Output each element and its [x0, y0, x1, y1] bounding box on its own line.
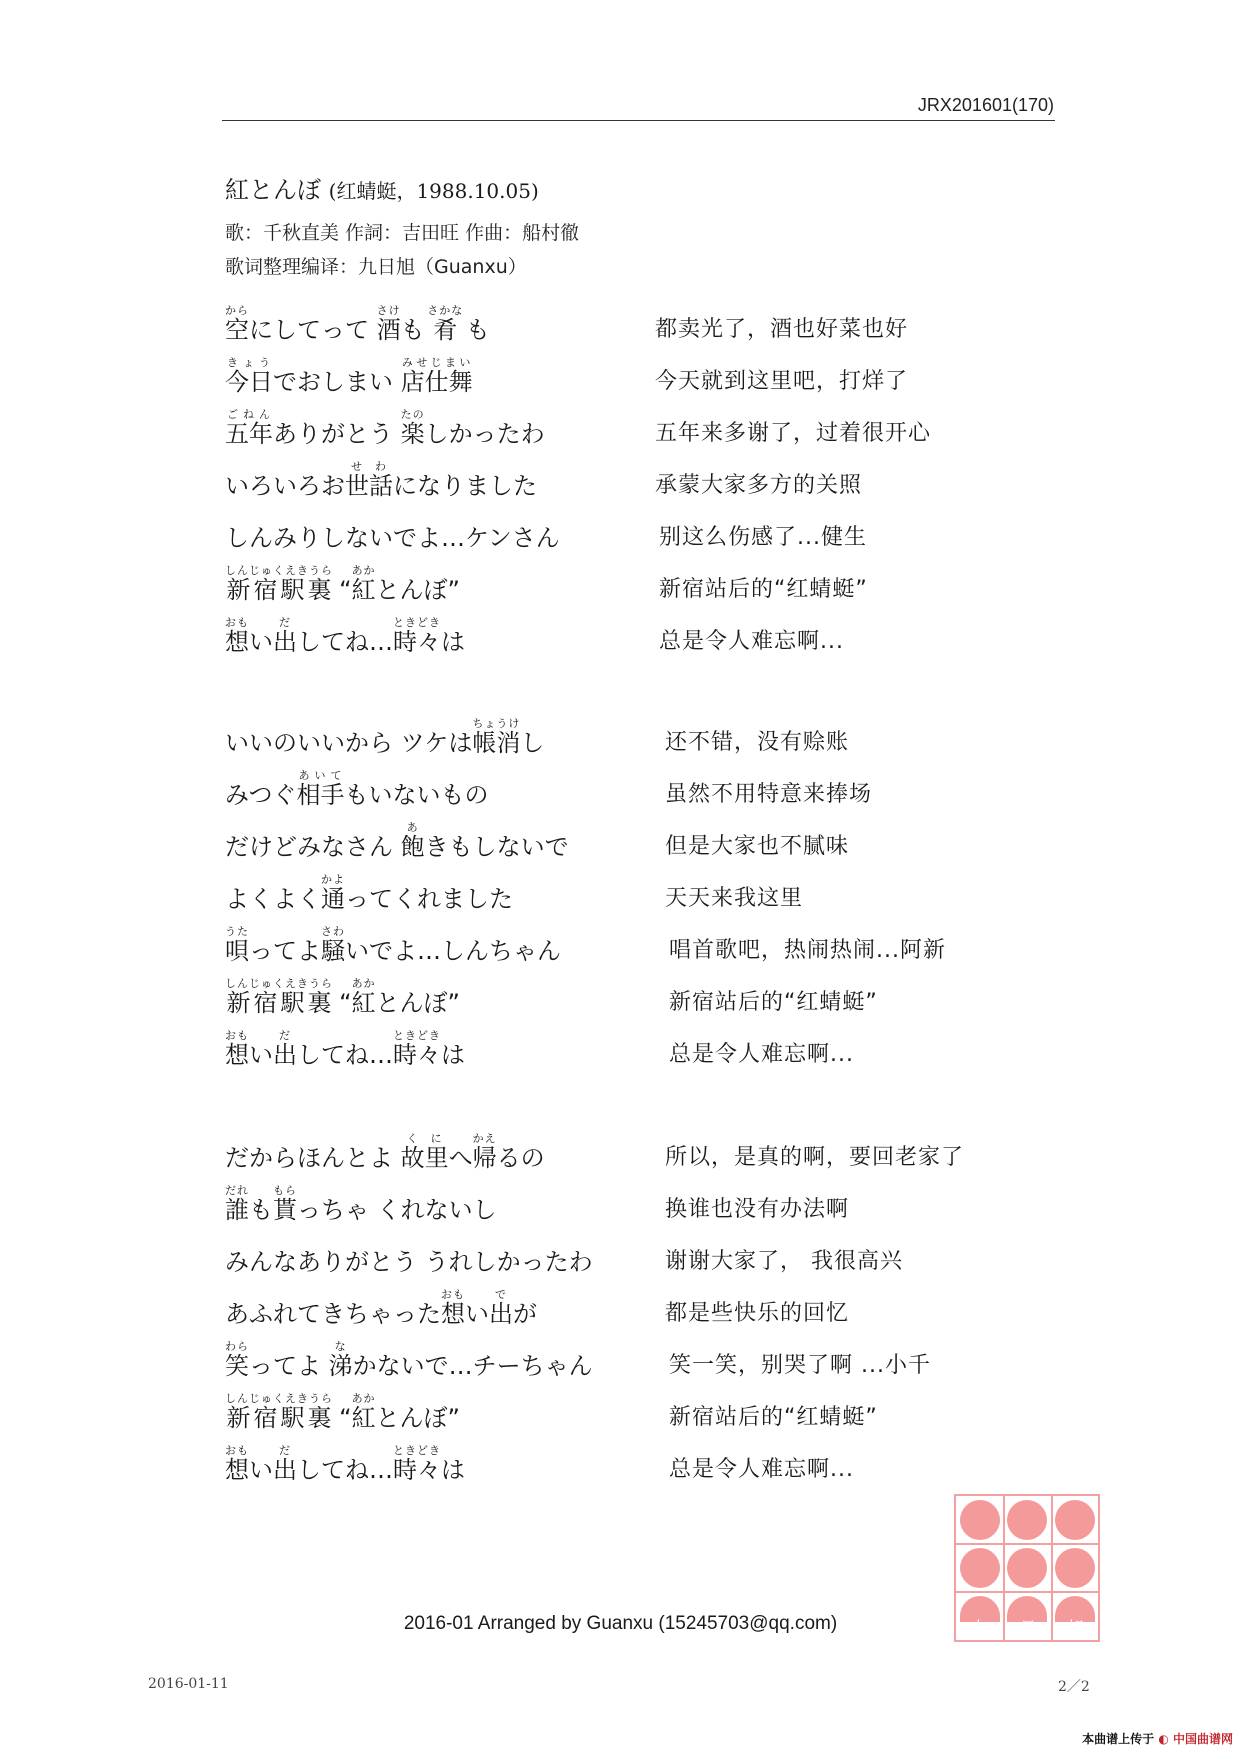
upload-credit	[1082, 1730, 1233, 1747]
lyric-chinese: 都是些快乐的回忆	[665, 1301, 850, 1326]
lyric-japanese: だからほんとよ 故里くにへ帰かえるの	[225, 1132, 545, 1172]
lyric-chinese: 承蒙大家多方的关照	[655, 473, 863, 498]
lyric-line	[225, 1432, 1025, 1484]
lyric-line	[225, 861, 1025, 913]
lyric-line	[225, 757, 1025, 809]
lyric-japanese: いいのいいから ツケは帳消ちょうけし	[225, 717, 545, 757]
lyric-line	[225, 344, 1025, 396]
lyric-chinese: 换谁也没有办法啊	[665, 1197, 850, 1222]
document-code: JRX201601(170)	[917, 95, 1054, 115]
lyric-japanese: あふれてきちゃった想おもい出でが	[225, 1288, 537, 1328]
seal-dot	[1007, 1548, 1047, 1588]
lyric-japanese: 新宿駅裏しんじゅくえきうら “紅あかとんぼ”	[225, 1392, 460, 1432]
upload-site[interactable]: 中国曲谱网	[1172, 1732, 1233, 1746]
credits-line-1: 歌：千秋直美 作詞：吉田旺 作曲：船村徹	[225, 222, 580, 244]
seal-dot	[960, 1500, 1000, 1540]
lyric-chinese: 总是令人难忘啊...	[669, 1457, 854, 1482]
lyric-chinese: 笑一笑，别哭了啊 ...小千	[669, 1353, 931, 1378]
lyric-japanese: だけどみなさん 飽あきもしないで	[225, 821, 569, 861]
lyric-line	[225, 448, 1025, 500]
seal-char: 日	[1019, 1618, 1036, 1637]
lyric-line	[225, 913, 1025, 965]
lyric-line	[225, 1017, 1025, 1069]
lyric-japanese: みつぐ相手あいてもいないもの	[225, 769, 489, 809]
lyric-japanese: 今日きょうでおしまい 店仕舞みせじまい	[225, 356, 473, 396]
lyric-line	[225, 1120, 1025, 1172]
seal-dot	[1055, 1500, 1095, 1540]
seal-dot	[960, 1548, 1000, 1588]
title-main: 紅とんぼ	[225, 176, 321, 204]
lyric-line	[225, 965, 1025, 1017]
seal-char: 九	[971, 1618, 988, 1637]
lyric-japanese: 新宿駅裏しんじゅくえきうら “紅あかとんぼ”	[225, 977, 460, 1017]
lyric-japanese: いろいろお世話せわになりました	[225, 460, 537, 500]
lyric-chinese: 五年来多谢了，过着很开心	[655, 421, 932, 446]
lyric-chinese: 还不错，没有赊账	[665, 730, 850, 755]
lyric-japanese: 五年ごねんありがとう 楽たのしかったわ	[225, 408, 545, 448]
song-title	[225, 170, 539, 205]
lyric-line	[225, 396, 1025, 448]
header-rule	[222, 120, 1055, 121]
lyric-chinese: 新宿站后的“红蜻蜓”	[669, 1405, 878, 1430]
lyric-chinese: 所以，是真的啊，要回老家了	[665, 1145, 965, 1170]
seal-char: 旭	[1067, 1618, 1084, 1637]
lyric-chinese: 总是令人难忘啊...	[669, 1042, 854, 1067]
lyric-chinese: 总是令人难忘啊...	[659, 629, 844, 654]
lyric-japanese: しんみりしないでよ…ケンさん	[225, 524, 560, 552]
seal-grid-line	[956, 1543, 1098, 1545]
credits-line-2: 歌词整理编译：九日旭（Guanxu）	[225, 256, 527, 278]
lyric-japanese: 想おもい出だしてね…時々ときどきは	[225, 1029, 465, 1069]
lyric-line	[225, 705, 1025, 757]
lyric-line	[225, 1172, 1025, 1224]
lyric-chinese: 天天来我这里	[665, 886, 804, 911]
upload-prefix: 本曲谱上传于	[1082, 1732, 1155, 1746]
print-date: 2016-01-11	[148, 1676, 229, 1692]
seal-dot	[1007, 1500, 1047, 1540]
lyric-line	[225, 604, 1025, 656]
lyric-chinese: 但是大家也不腻味	[665, 834, 850, 859]
arranged-by-footer: 2016-01 Arranged by Guanxu (15245703@qq.com)	[403, 1613, 838, 1634]
lyric-japanese: 想おもい出だしてね…時々ときどきは	[225, 1444, 465, 1484]
lyric-chinese: 今天就到这里吧，打烊了	[655, 369, 909, 394]
lyric-japanese: 新宿駅裏しんじゅくえきうら “紅あかとんぼ”	[225, 564, 460, 604]
lyric-chinese: 唱首歌吧，热闹热闹...阿新	[669, 938, 946, 963]
lyric-line	[225, 500, 1025, 552]
lyric-japanese: 想おもい出だしてね…時々ときどきは	[225, 616, 465, 656]
lyric-line	[225, 552, 1025, 604]
lyric-line	[225, 1224, 1025, 1276]
lyric-line	[225, 292, 1025, 344]
lyric-japanese: 唄うたってよ騒さわいでよ…しんちゃん	[225, 925, 561, 965]
lyric-chinese: 别这么伤感了...健生	[659, 525, 867, 550]
lyric-chinese: 新宿站后的“红蜻蜓”	[669, 990, 878, 1015]
lyric-line	[225, 809, 1025, 861]
lyric-japanese: よくよく通かよってくれました	[225, 873, 513, 913]
lyric-line	[225, 1276, 1025, 1328]
lyric-japanese: みんなありがとう うれしかったわ	[225, 1248, 593, 1276]
lyric-chinese: 新宿站后的“红蜻蜓”	[659, 577, 868, 602]
seal-grid-line	[956, 1591, 1098, 1593]
lyric-line	[225, 1328, 1025, 1380]
lyric-chinese: 谢谢大家了， 我很高兴	[665, 1249, 903, 1274]
site-logo-icon: ◐	[1158, 1732, 1169, 1746]
lyric-chinese: 都卖光了，酒也好菜也好	[655, 317, 909, 342]
lyric-japanese: 空からにしてって 酒さけも 肴さかな も	[225, 304, 490, 344]
page-number: 2／2	[1058, 1679, 1090, 1695]
title-sub: (红蜻蜓，1988.10.05)	[328, 179, 539, 203]
lyric-line	[225, 1380, 1025, 1432]
lyric-japanese: 誰だれも貰もらっちゃ くれないし	[225, 1184, 497, 1224]
lyric-chinese: 虽然不用特意来捧场	[665, 782, 873, 807]
seal-dot	[1055, 1548, 1095, 1588]
lyric-japanese: 笑わらってよ 涕なかないで…チーちゃん	[225, 1340, 593, 1380]
